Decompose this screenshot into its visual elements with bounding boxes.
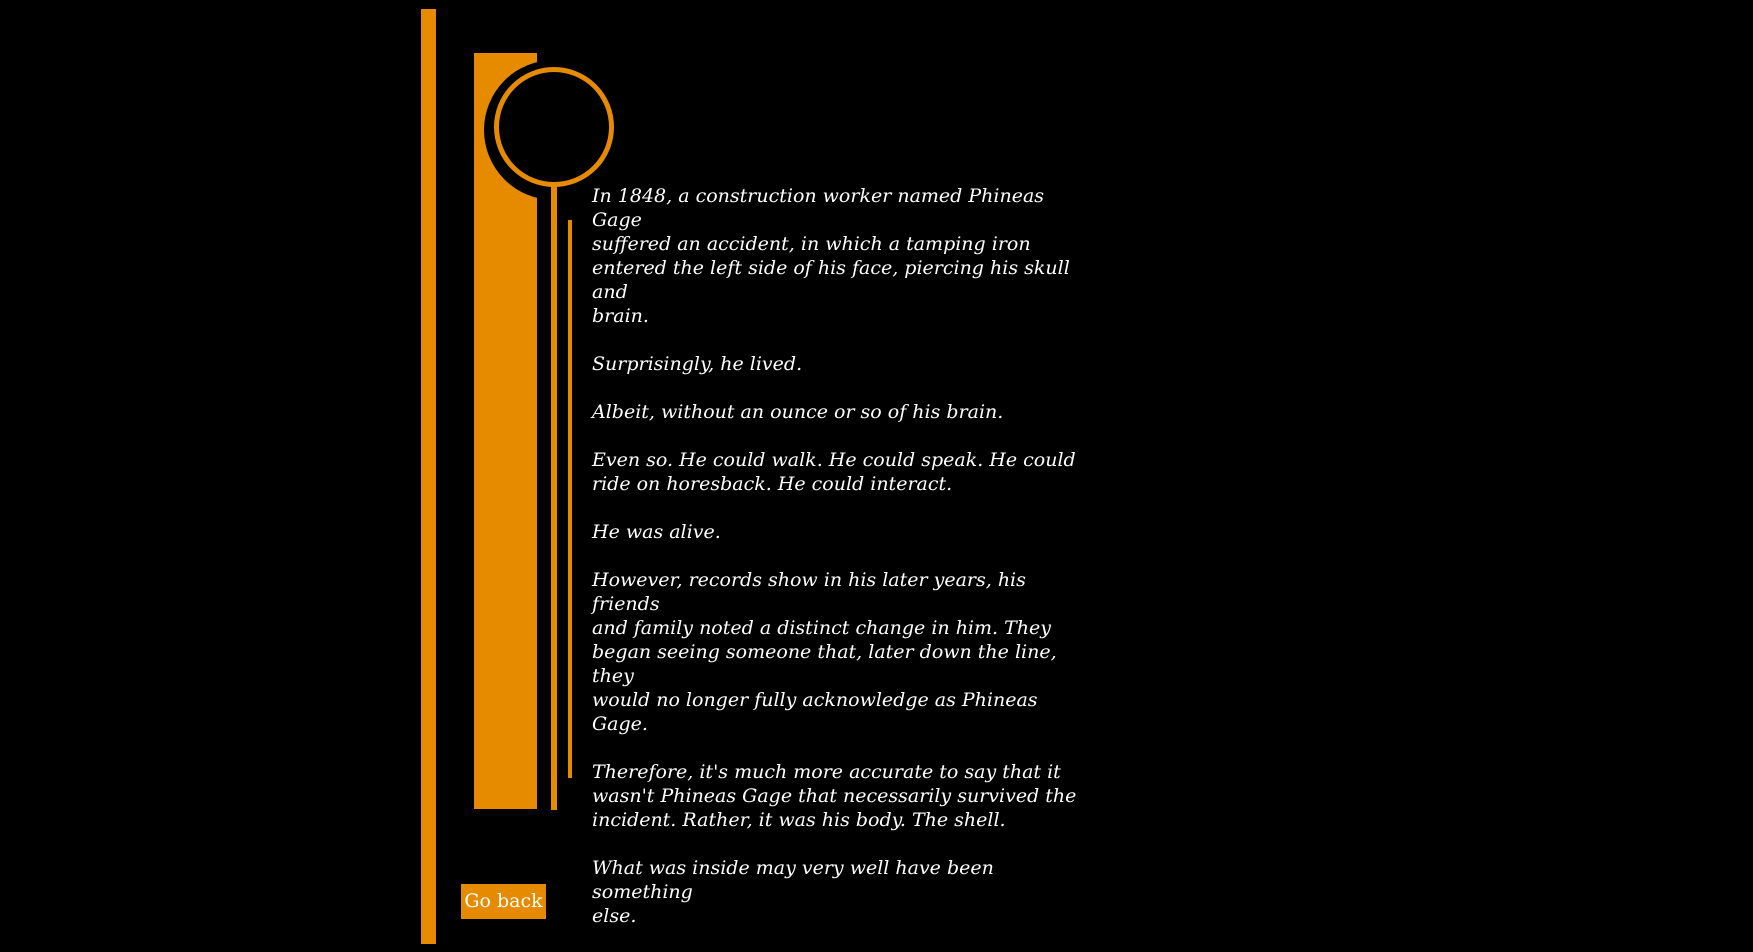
go-back-button[interactable]: Go back (461, 884, 546, 919)
ring-stem (551, 185, 557, 810)
story-paragraph: He was alive. (592, 521, 721, 543)
text-guide-line (568, 220, 572, 778)
story-paragraph: What was inside may very well have been something else. (592, 857, 994, 927)
story-paragraph: However, records show in his later years, his friends and family noted a distinct change in him. They began seeing someone that, later down the line, they would no longer fully acknowledge as Phineas Gage. (592, 569, 1057, 735)
circle-ring-icon (494, 67, 614, 187)
left-accent-bar (421, 9, 436, 944)
story-paragraph: In 1848, a construction worker named Phineas Gage suffered an accident, in which a tamping iron entered the left side of his face, piercing his skull and brain. (592, 185, 1070, 327)
story-paragraph: Even so. He could walk. He could speak. He could ride on horesback. He could interact. (592, 449, 1076, 495)
story-text (592, 184, 1082, 952)
story-paragraph: Albeit, without an ounce or so of his brain. (592, 401, 1004, 423)
story-paragraph: Therefore, it's much more accurate to say that it wasn't Phineas Gage that necessarily survived the incident. Rather, it was his body. The shell. (592, 761, 1077, 831)
story-paragraph: Surprisingly, he lived. (592, 353, 803, 375)
